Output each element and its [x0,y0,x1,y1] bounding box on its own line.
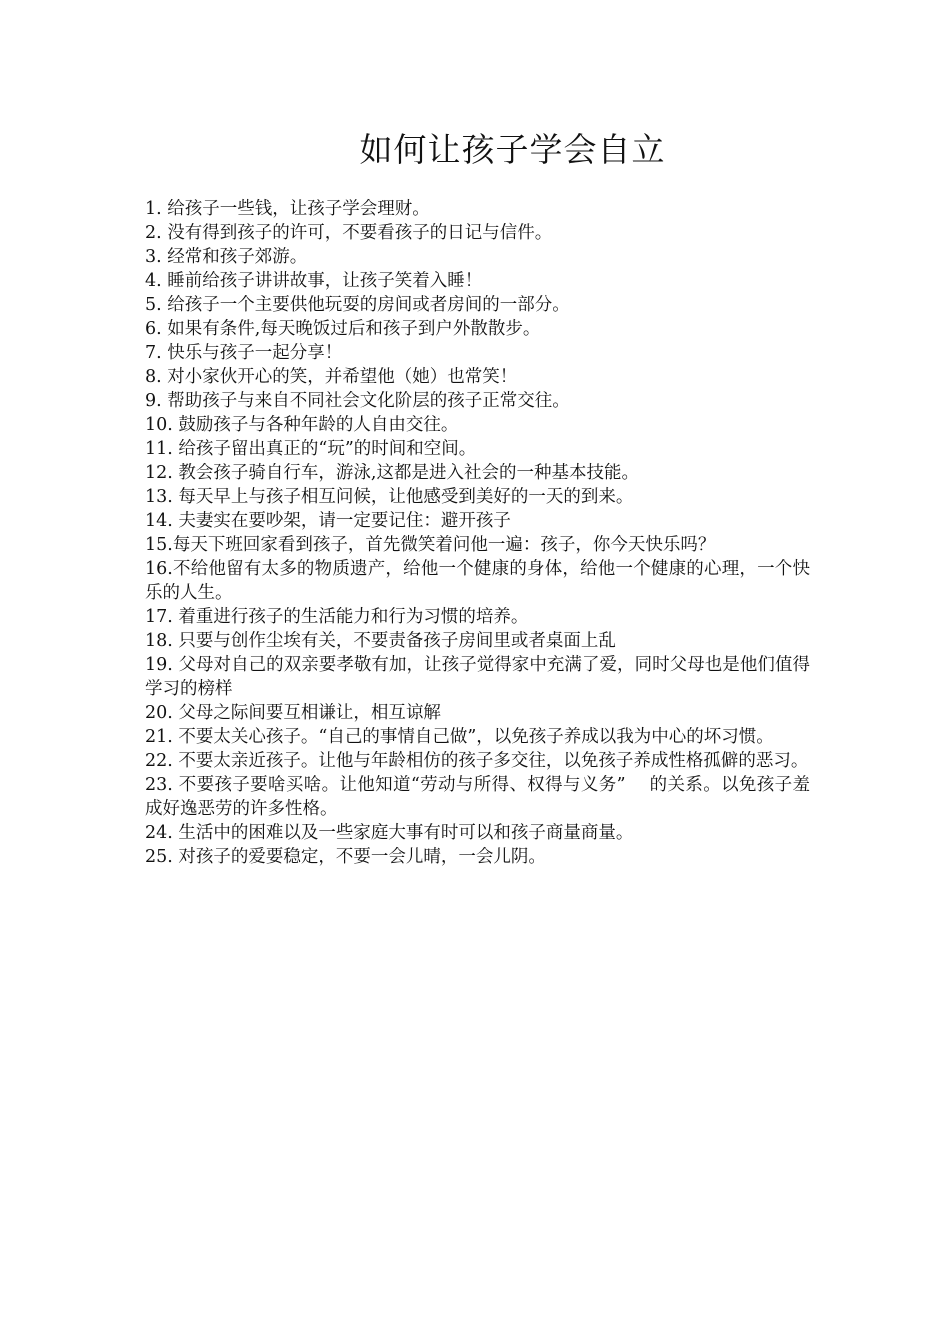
list-item: 3. 经常和孩子郊游。 [145,247,308,267]
list-item: 9. 帮助孩子与来自不同社会文化阶层的孩子正常交往。 [145,391,570,411]
list-item: 12. 教会孩子骑自行车，游泳,这都是进入社会的一种基本技能。 [145,463,639,483]
list-item: 2. 没有得到孩子的许可，不要看孩子的日记与信件。 [145,223,553,243]
list-item: 8. 对小家伙开心的笑，并希望他（她）也常笑！ [145,367,518,387]
list-item: 20. 父母之际间要互相谦让，相互谅解 [145,703,441,723]
list-item: 13. 每天早上与孩子相互问候，让他感受到美好的一天的到来。 [145,487,634,507]
list-item: 21. 不要太关心孩子。“自己的事情自己做”，以免孩子养成以我为中心的坏习惯。 [145,727,774,747]
list-item: 24. 生活中的困难以及一些家庭大事有时可以和孩子商量商量。 [145,823,634,843]
list-item: 16.不给他留有太多的物质遗产，给他一个健康的身体，给他一个健康的心理，一个快乐的人生。 [145,559,810,603]
document-title: 如何让孩子学会自立 [359,130,666,169]
list-item: 6. 如果有条件,每天晚饭过后和孩子到户外散散步。 [145,319,541,339]
list-item: 4. 睡前给孩子讲讲故事，让孩子笑着入睡！ [145,271,483,291]
tips-list [145,197,810,869]
list-item: 22. 不要太亲近孩子。让他与年龄相仿的孩子多交往，以免孩子养成性格孤僻的恶习。 [145,751,809,771]
list-item: 10. 鼓励孩子与各种年龄的人自由交往。 [145,415,459,435]
list-item: 18. 只要与创作尘埃有关，不要责备孩子房间里或者桌面上乱 [145,631,616,651]
list-item: 14. 夫妻实在要吵架，请一定要记住：避开孩子 [145,511,511,531]
list-item: 1. 给孩子一些钱，让孩子学会理财。 [145,199,430,219]
list-item: 11. 给孩子留出真正的“玩”的时间和空间。 [145,439,477,459]
list-item: 17. 着重进行孩子的生活能力和行为习惯的培养。 [145,607,529,627]
list-item: 19. 父母对自己的双亲要孝敬有加，让孩子觉得家中充满了爱，同时父母也是他们值得学习的榜样 [145,655,810,699]
list-item: 5. 给孩子一个主要供他玩耍的房间或者房间的一部分。 [145,295,570,315]
list-item: 7. 快乐与孩子一起分享！ [145,343,343,363]
list-item: 23. 不要孩子要啥买啥。让他知道“劳动与所得、权得与义务” 的关系。以免孩子羞成好逸恶劳的许多性格。 [145,775,810,819]
list-item: 15.每天下班回家看到孩子，首先微笑着问他一遍：孩子，你今天快乐吗？ [145,535,716,555]
list-item: 25. 对孩子的爱要稳定，不要一会儿晴，一会儿阴。 [145,847,546,867]
